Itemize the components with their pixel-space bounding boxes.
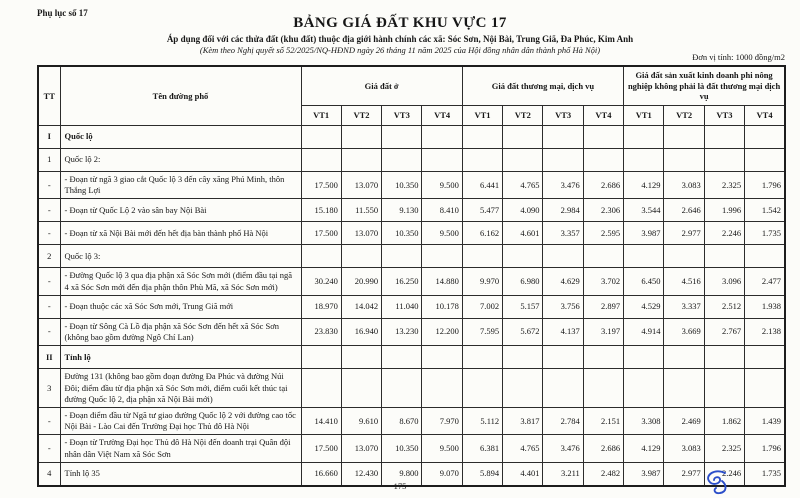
value-cell: 3.476 (543, 172, 583, 199)
street-name-cell: - Đoạn điểm đầu từ Ngã tư giao đường Quốc lộ 2 với đường cao tốc Nội Bài - Lào Cai đến Trường Đại học Thủ đô Hà Nội (60, 407, 301, 434)
street-name-cell: - Đường Quốc lộ 3 qua địa phận xã Sóc Sơn mới (điểm đầu tại ngã 4 xã Sóc Sơn mới đến địa phận thôn Phù Mã, xã Sóc Sơn mới) (60, 268, 301, 295)
value-cell: 1.735 (745, 462, 785, 486)
value-cell: 3.083 (664, 435, 704, 462)
value-cell: 2.477 (745, 268, 785, 295)
table-row (38, 435, 785, 462)
value-cell (422, 149, 462, 172)
value-cell (382, 126, 422, 149)
appendix-label: Phụ lục số 17 (37, 8, 88, 18)
value-cell: 23.830 (301, 318, 341, 345)
tt-cell: - (38, 222, 60, 245)
value-cell: 3.987 (624, 222, 664, 245)
value-cell (341, 245, 381, 268)
value-cell (624, 346, 664, 369)
signature-mark (701, 469, 731, 497)
value-cell: 15.180 (301, 199, 341, 222)
street-name-cell: Tỉnh lộ (60, 346, 301, 369)
page-subtitle: Áp dụng đối với các thửa đất (khu đất) thuộc địa giới hành chính các xã: Sóc Sơn, Nội Bài, Trung Giã, Đa Phúc, Kim Anh (166, 34, 634, 44)
value-cell (503, 245, 543, 268)
value-cell (422, 369, 462, 408)
value-cell (624, 245, 664, 268)
value-cell: 4.401 (503, 462, 543, 486)
signature-stroke (708, 471, 725, 493)
value-cell: 3.083 (664, 172, 704, 199)
street-name-cell: Quốc lộ 3: (60, 245, 301, 268)
value-cell: 4.629 (543, 268, 583, 295)
value-cell: 2.767 (704, 318, 744, 345)
value-cell: 2.686 (583, 172, 623, 199)
value-cell: 4.765 (503, 435, 543, 462)
value-cell: 17.500 (301, 435, 341, 462)
value-cell: 10.350 (382, 222, 422, 245)
value-cell: 2.595 (583, 222, 623, 245)
street-name-cell: - Đoạn từ ngã 3 giao cắt Quốc lộ 3 đến cây xăng Phú Minh, thôn Thắng Lợi (60, 172, 301, 199)
value-cell (583, 149, 623, 172)
value-cell: 14.042 (341, 295, 381, 318)
value-cell (664, 126, 704, 149)
value-cell (341, 149, 381, 172)
value-cell: 10.350 (382, 172, 422, 199)
value-cell: 1.796 (745, 435, 785, 462)
value-cell: 2.646 (664, 199, 704, 222)
table-row (38, 268, 785, 295)
col-header-vt: VT4 (583, 106, 623, 126)
value-cell: 2.325 (704, 435, 744, 462)
table-row (38, 199, 785, 222)
table-row (38, 346, 785, 369)
value-cell: 5.672 (503, 318, 543, 345)
value-cell (341, 126, 381, 149)
value-cell (382, 149, 422, 172)
value-cell: 6.980 (503, 268, 543, 295)
value-cell: 5.477 (462, 199, 502, 222)
value-cell: 1.938 (745, 295, 785, 318)
table-row (38, 318, 785, 345)
value-cell: 2.686 (583, 435, 623, 462)
value-cell: 2.482 (583, 462, 623, 486)
value-cell (382, 245, 422, 268)
value-cell: 4.129 (624, 435, 664, 462)
value-cell: 2.246 (704, 222, 744, 245)
tt-cell: - (38, 268, 60, 295)
value-cell: 11.550 (341, 199, 381, 222)
col-header-vt: VT4 (745, 106, 785, 126)
value-cell (583, 245, 623, 268)
tt-cell: 4 (38, 462, 60, 486)
street-name-cell: - Đoạn từ Trường Đại học Thủ đô Hà Nội đến doanh trại Quân đội nhân dân Việt Nam xã Sóc Sơn (60, 435, 301, 462)
value-cell: 14.410 (301, 407, 341, 434)
table-row (38, 149, 785, 172)
value-cell (422, 346, 462, 369)
value-cell (664, 245, 704, 268)
value-cell: 3.544 (624, 199, 664, 222)
value-cell: 3.308 (624, 407, 664, 434)
col-header-vt: VT4 (422, 106, 462, 126)
value-cell (704, 126, 744, 149)
value-cell: 9.130 (382, 199, 422, 222)
table-row (38, 222, 785, 245)
value-cell: 10.178 (422, 295, 462, 318)
col-header-vt: VT3 (543, 106, 583, 126)
value-cell (543, 126, 583, 149)
decree-note: (Kèm theo Nghị quyết số 52/2025/NQ-HĐND ngày 26 tháng 11 năm 2025 của Hội đồng nhân dân thành phố Hà Nội) (199, 45, 601, 55)
value-cell: 4.137 (543, 318, 583, 345)
value-cell: 2.984 (543, 199, 583, 222)
street-name-cell: Đường 131 (không bao gồm đoạn đường Đa Phúc và đường Núi Đôi; điểm đầu từ địa phận xã Sóc Sơn mới, điểm cuối kết thúc tại đường Quốc lộ 2, địa phận xã Nội Bài mới) (60, 369, 301, 408)
col-group-residential: Giá đất ở (301, 66, 462, 106)
value-cell: 3.756 (543, 295, 583, 318)
land-price-table (37, 65, 786, 487)
value-cell: 30.240 (301, 268, 341, 295)
value-cell (462, 149, 502, 172)
value-cell: 3.357 (543, 222, 583, 245)
value-cell: 4.529 (624, 295, 664, 318)
value-cell: 14.880 (422, 268, 462, 295)
page-number: 175 (393, 481, 407, 491)
value-cell: 9.970 (462, 268, 502, 295)
col-header-vt: VT2 (664, 106, 704, 126)
value-cell: 3.669 (664, 318, 704, 345)
value-cell: 4.914 (624, 318, 664, 345)
value-cell (301, 245, 341, 268)
value-cell: 8.670 (382, 407, 422, 434)
value-cell: 1.735 (745, 222, 785, 245)
value-cell (745, 149, 785, 172)
value-cell: 1.439 (745, 407, 785, 434)
value-cell: 12.430 (341, 462, 381, 486)
group-header-row (38, 66, 785, 106)
col-header-street: Tên đường phố (60, 66, 301, 126)
table-row (38, 295, 785, 318)
page-title: BẢNG GIÁ ĐẤT KHU VỰC 17 (293, 15, 507, 31)
value-cell (301, 149, 341, 172)
value-cell (583, 369, 623, 408)
value-cell: 3.337 (664, 295, 704, 318)
value-cell: 9.500 (422, 435, 462, 462)
col-header-tt: TT (38, 66, 60, 126)
value-cell (745, 126, 785, 149)
table-row (38, 126, 785, 149)
value-cell: 13.070 (341, 435, 381, 462)
col-header-vt: VT3 (704, 106, 744, 126)
value-cell (664, 346, 704, 369)
value-cell: 5.112 (462, 407, 502, 434)
tt-cell: - (38, 199, 60, 222)
value-cell (543, 245, 583, 268)
value-cell: 8.410 (422, 199, 462, 222)
value-cell: 3.702 (583, 268, 623, 295)
value-cell (745, 369, 785, 408)
value-cell: 13.070 (341, 172, 381, 199)
tt-cell: - (38, 172, 60, 199)
value-cell: 4.765 (503, 172, 543, 199)
value-cell: 9.610 (341, 407, 381, 434)
value-cell: 1.996 (704, 199, 744, 222)
value-cell: 3.476 (543, 435, 583, 462)
value-cell (624, 369, 664, 408)
value-cell (583, 346, 623, 369)
value-cell: 7.002 (462, 295, 502, 318)
value-cell (503, 149, 543, 172)
table-row (38, 172, 785, 199)
value-cell (341, 346, 381, 369)
value-cell: 17.500 (301, 222, 341, 245)
value-cell: 11.040 (382, 295, 422, 318)
value-cell: 12.200 (422, 318, 462, 345)
value-cell (664, 149, 704, 172)
value-cell (543, 369, 583, 408)
value-cell: 9.800 (382, 462, 422, 486)
value-cell: 6.381 (462, 435, 502, 462)
value-cell: 10.350 (382, 435, 422, 462)
value-cell: 7.595 (462, 318, 502, 345)
value-cell: 2.512 (704, 295, 744, 318)
value-cell: 4.516 (664, 268, 704, 295)
value-cell: 18.970 (301, 295, 341, 318)
tt-cell: 3 (38, 369, 60, 408)
value-cell (745, 346, 785, 369)
value-cell (341, 369, 381, 408)
value-cell: 2.151 (583, 407, 623, 434)
value-cell: 2.306 (583, 199, 623, 222)
tt-cell: 1 (38, 149, 60, 172)
value-cell (583, 126, 623, 149)
value-cell: 16.250 (382, 268, 422, 295)
value-cell (462, 346, 502, 369)
value-cell (462, 369, 502, 408)
value-cell (503, 346, 543, 369)
value-cell: 13.230 (382, 318, 422, 345)
value-cell (301, 369, 341, 408)
value-cell (704, 149, 744, 172)
value-cell (664, 369, 704, 408)
col-group-non-agricultural-business: Giá đất sản xuất kinh doanh phi nông nghiệp không phải là đất thương mại dịch vụ (624, 66, 785, 106)
value-cell (704, 245, 744, 268)
value-cell: 7.970 (422, 407, 462, 434)
value-cell: 1.862 (704, 407, 744, 434)
value-cell (301, 346, 341, 369)
tt-cell: - (38, 407, 60, 434)
value-cell: 2.897 (583, 295, 623, 318)
value-cell (624, 126, 664, 149)
col-header-vt: VT2 (503, 106, 543, 126)
col-header-vt: VT1 (624, 106, 664, 126)
value-cell: 1.542 (745, 199, 785, 222)
value-cell: 2.977 (664, 222, 704, 245)
value-cell (503, 369, 543, 408)
value-cell (462, 126, 502, 149)
value-cell (422, 126, 462, 149)
value-cell: 2.325 (704, 172, 744, 199)
value-cell (503, 126, 543, 149)
unit-note: Đơn vị tính: 1000 đồng/m2 (692, 52, 785, 62)
value-cell (462, 245, 502, 268)
value-cell (382, 346, 422, 369)
street-name-cell: - Đoạn từ xã Nội Bài mới đến hết địa bàn thành phố Hà Nội (60, 222, 301, 245)
value-cell: 4.129 (624, 172, 664, 199)
street-name-cell: - Đoạn thuộc các xã Sóc Sơn mới, Trung Giã mới (60, 295, 301, 318)
street-name-cell: Quốc lộ 2: (60, 149, 301, 172)
tt-cell: - (38, 318, 60, 345)
tt-cell: II (38, 346, 60, 369)
value-cell: 3.197 (583, 318, 623, 345)
tt-cell: - (38, 295, 60, 318)
tt-cell: - (38, 435, 60, 462)
value-cell (704, 346, 744, 369)
value-cell: 9.500 (422, 172, 462, 199)
value-cell: 16.940 (341, 318, 381, 345)
value-cell: 2.784 (543, 407, 583, 434)
value-cell: 6.450 (624, 268, 664, 295)
value-cell (382, 369, 422, 408)
value-cell: 2.138 (745, 318, 785, 345)
value-cell: 5.157 (503, 295, 543, 318)
street-name-cell: - Đoạn từ Quốc Lộ 2 vào sân bay Nội Bài (60, 199, 301, 222)
value-cell: 3.211 (543, 462, 583, 486)
table-row (38, 407, 785, 434)
value-cell: 4.090 (503, 199, 543, 222)
value-cell: 9.500 (422, 222, 462, 245)
street-name-cell: Quốc lộ (60, 126, 301, 149)
value-cell: 17.500 (301, 172, 341, 199)
street-name-cell: Tỉnh lộ 35 (60, 462, 301, 486)
value-cell: 9.070 (422, 462, 462, 486)
value-cell: 2.469 (664, 407, 704, 434)
value-cell: 13.070 (341, 222, 381, 245)
value-cell: 5.894 (462, 462, 502, 486)
value-cell (422, 245, 462, 268)
col-header-vt: VT1 (301, 106, 341, 126)
value-cell: 16.660 (301, 462, 341, 486)
table-row (38, 369, 785, 408)
value-cell (543, 346, 583, 369)
col-header-vt: VT2 (341, 106, 381, 126)
tt-cell: 2 (38, 245, 60, 268)
value-cell: 6.162 (462, 222, 502, 245)
value-cell (543, 149, 583, 172)
col-header-vt: VT1 (462, 106, 502, 126)
tt-cell: I (38, 126, 60, 149)
value-cell: 20.990 (341, 268, 381, 295)
value-cell: 3.987 (624, 462, 664, 486)
col-header-vt: VT3 (382, 106, 422, 126)
value-cell (745, 245, 785, 268)
value-cell: 2.977 (664, 462, 704, 486)
value-cell: 3.096 (704, 268, 744, 295)
value-cell: 3.817 (503, 407, 543, 434)
value-cell: 1.796 (745, 172, 785, 199)
value-cell (704, 369, 744, 408)
value-cell (301, 126, 341, 149)
col-group-commercial: Giá đất thương mại, dịch vụ (462, 66, 623, 106)
street-name-cell: - Đoạn từ Sông Cà Lồ địa phận xã Sóc Sơn đến hết xã Sóc Sơn (không bao gồm đường Ngô Chí Lan) (60, 318, 301, 345)
value-cell: 2.246 (704, 462, 744, 486)
value-cell: 6.441 (462, 172, 502, 199)
value-cell (624, 149, 664, 172)
table-row (38, 245, 785, 268)
value-cell: 4.601 (503, 222, 543, 245)
